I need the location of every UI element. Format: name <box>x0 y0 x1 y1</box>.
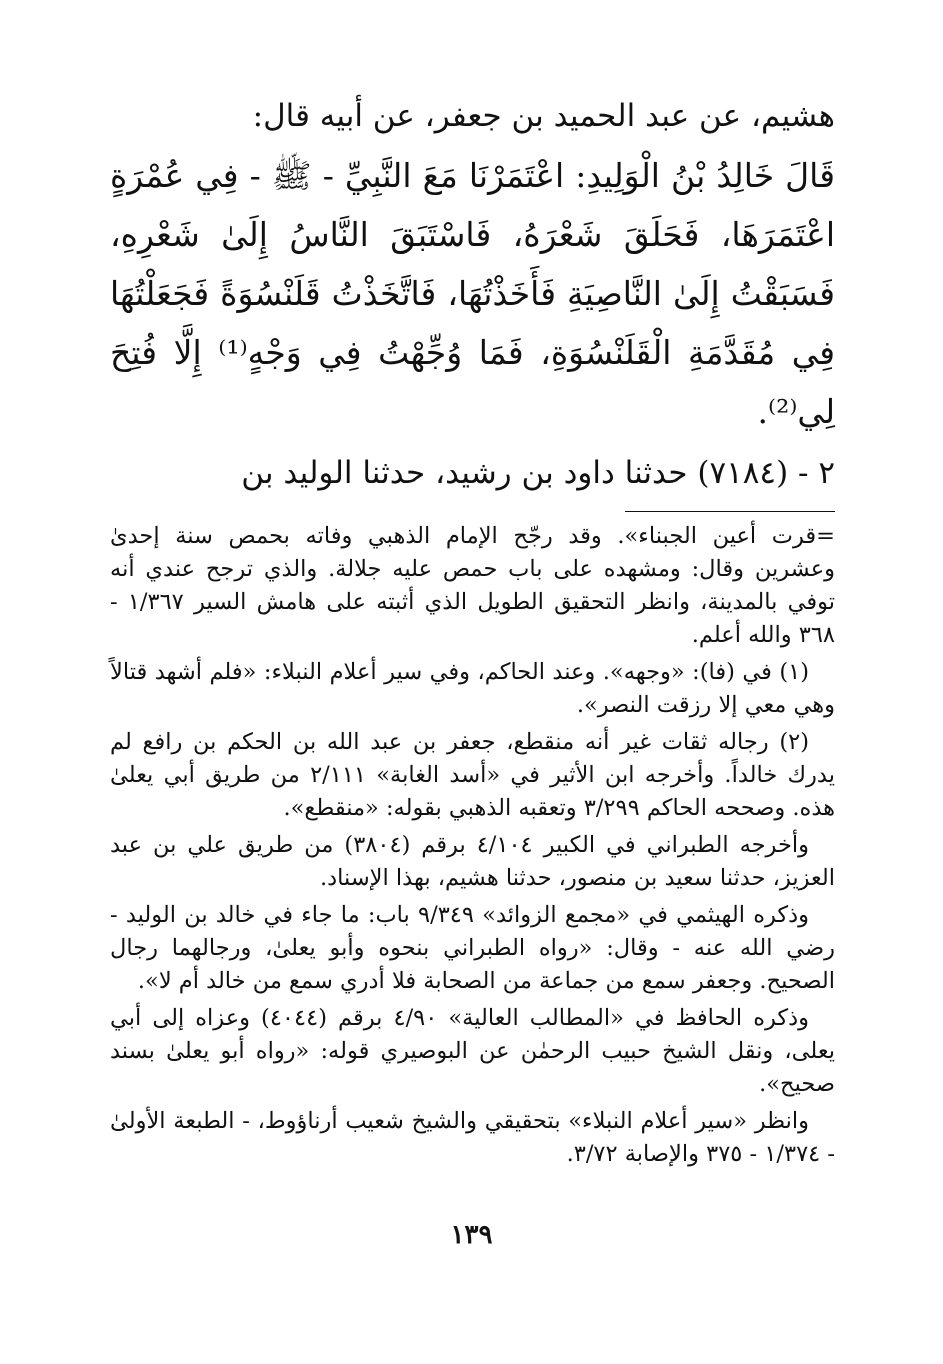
footnote-2: (٢) رجاله ثقات غير أنه منقطع، جعفر بن عبد الله بن الحكم بن رافع لم يدرك خالداً. وأخرجه ابن الأثير في «أسد الغابة» ٢/١١١ من طريق أبي يعلىٰ هذه. وصححه الحاكم ٣/٢٩٩ وتعقبه الذهبي بقوله: «منقطع». <box>110 729 835 821</box>
hadith-text: قَالَ خَالِدُ بْنُ الْوَلِيدِ: اعْتَمَرْنَا مَعَ النَّبِيِّ - ﷺ - فِي عُمْرَةٍ اعْتَمَرَهَا، فَحَلَقَ شَعْرَهُ، فَاسْتَبَقَ النَّاسُ إِلَىٰ شَعْرِهِ، فَسَبَقْتُ إِلَىٰ النَّاصِيَةِ فَأَخَذْتُهَا، فَاتَّخَذْتُ قَلَنْسُوَةً فَجَعَلْتُهَا فِي مُقَدَّمَةِ الْقَلَنْسُوَةِ، فَمَا وُجِّهْتُ فِي وَجْهٍ⁽¹⁾ إِلَّا فُتِحَ لِي⁽²⁾. <box>110 156 835 431</box>
footnote-2-paragraph: وذكره الحافظ في «المطالب العالية» ٤/٩٠ برقم (٤٠٤٤) وعزاه إلى أبي يعلى، ونقل الشيخ حبيب الرحمٰن عن البوصيري قوله: «رواه أبو يعلىٰ بسند صحيح». <box>110 1005 835 1097</box>
footnotes <box>110 520 835 1171</box>
footnote-2-paragraph: وذكره الهيثمي في «مجمع الزوائد» ٩/٣٤٩ باب: ما جاء في خالد بن الوليد - رضي الله عنه - وقال: «رواه الطبراني بنحوه وأبو يعلىٰ، ورجالهما رجال الصحيح. وجعفر سمع من جماعة من الصحابة فلا أدري سمع من خالد أم لا». <box>110 902 835 994</box>
footnote-continuation: =قرت أعين الجبناء». وقد رجّح الإمام الذهبي وفاته بحمص سنة إحدىٰ وعشرين وقال: ومشهده على باب حمص عليه جلالة. والذي ترجح عندي أنه توفي بالمدينة، وانظر التحقيق الطويل الذي أثبته على هامش السير ١/٣٦٧ - ٣٦٨ والله أعلم. <box>110 523 835 648</box>
page-number: ١٣٩ <box>450 1220 493 1250</box>
footnote-2-paragraph: وأخرجه الطبراني في الكبير ٤/١٠٤ برقم (٣٨٠٤) من طريق علي بن عبد العزيز، حدثنا سعيد بن منصور، حدثنا هشيم، بهذا الإسناد. <box>110 832 835 891</box>
footnote-2-paragraph: وانظر «سير أعلام النبلاء» بتحقيقي والشيخ شعيب أرناؤوط، - الطبعة الأولىٰ - ١/٣٧٤ - ٣٧٥ والإصابة ٣/٧٢. <box>110 1108 835 1167</box>
next-hadith-line: ٢ - (٧١٨٤) حدثنا داود بن رشيد، حدثنا الوليد بن <box>241 455 835 491</box>
isnad-intro: هشيم، عن عبد الحميد بن جعفر، عن أبيه قال: <box>252 98 835 134</box>
main-text <box>110 94 835 495</box>
footnote-1: (١) في (فا): «وجهه». وعند الحاكم، وفي سير أعلام النبلاء: «فلم أشهد قتالاً وهي معي إلا رزقت النصر». <box>110 659 835 718</box>
footnote-divider <box>625 511 835 512</box>
